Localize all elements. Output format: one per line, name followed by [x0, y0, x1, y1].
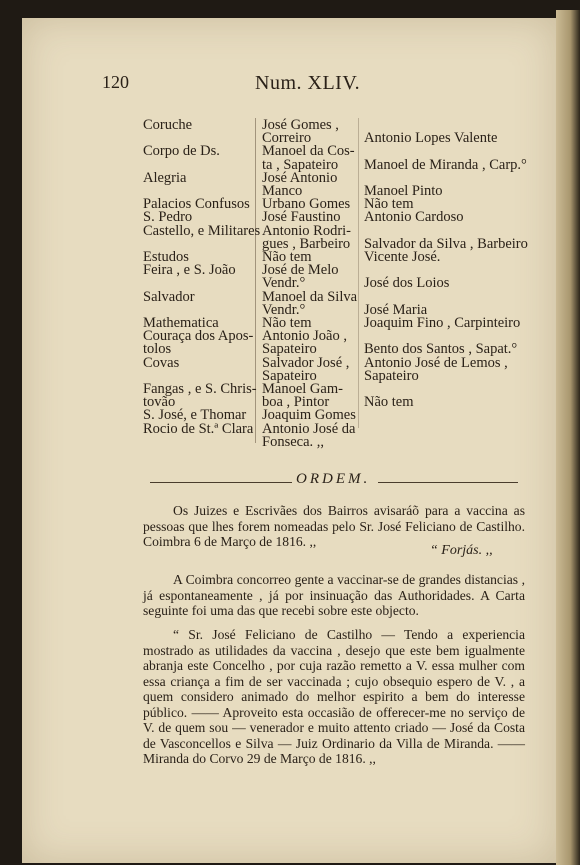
table-cell-sub: Bento dos Santos , Sapat.° — [364, 341, 518, 358]
table-cell-sub: José dos Loios — [364, 275, 450, 292]
order-signature: “ Forjás. ,, — [430, 543, 493, 558]
table-cell-name: Antonio Rodri- — [262, 222, 352, 239]
table-cell-sub: Antonio Lopes Valente — [364, 130, 498, 147]
order-paragraph: Os Juizes e Escrivães dos Bairros avisaráõ para a vaccina as pessoas que lhes forem nomeadas pelo Sr. José Feliciano de Castilho. Coimbra 6 de Março de 1816. ,, — [143, 503, 525, 549]
table-cell-place: Couraça dos Apos- — [143, 328, 254, 345]
table-cell-place: Coruche — [143, 117, 193, 133]
table-cell-name: Não tem — [262, 315, 312, 331]
table-cell-name: Não tem — [262, 249, 312, 265]
table-cell-name: Urbano Gomes — [262, 196, 351, 213]
table-cell-name: boa , Pintor — [262, 394, 330, 411]
ordem-rule-right — [378, 482, 518, 483]
issue-number: Num. XLIV. — [255, 72, 361, 94]
table-cell-place: Covas — [143, 354, 180, 371]
table-cell-place: Rocio de St.ª Clara — [143, 420, 254, 437]
table-cell-place: Mathematica — [143, 315, 219, 331]
column-rule-2 — [358, 118, 359, 428]
table-cell-name: Manoel Gam- — [262, 381, 343, 397]
table-cell-name: José de Melo — [262, 262, 339, 279]
table-cell-name: Manco — [262, 183, 303, 199]
table-cell-name: José Gomes , — [262, 117, 339, 133]
table-cell-place: Castello, e Militares — [143, 222, 261, 239]
table-cell-name: Antonio José da — [262, 420, 356, 437]
table-cell-sub: Manoel de Miranda , Carp.° — [364, 156, 527, 173]
table-cell-sub: Não tem — [364, 394, 414, 411]
table-cell-name: Manoel da Cos- — [262, 143, 355, 160]
ordem-rule-left — [150, 482, 292, 483]
table-cell-place: Salvador — [143, 288, 195, 305]
table-cell-sub: José Maria — [364, 301, 428, 318]
table-cell-place: tovão — [143, 394, 176, 411]
running-header — [0, 72, 580, 102]
table-cell-name: José Faustino — [262, 209, 341, 226]
table-cell-place: Corpo de Ds. — [143, 143, 220, 160]
table-cell-name: Sapateiro — [262, 341, 317, 358]
table-cell-name: Salvador José , — [262, 354, 350, 371]
table-cell-name: Sapateiro — [262, 367, 317, 384]
table-cell-place: tolos — [143, 341, 172, 358]
table-cell-sub: Sapateiro — [364, 367, 419, 384]
table-cell-sub: Antonio José de Lemos , — [364, 354, 508, 371]
table-cell-name: José Antonio — [262, 169, 338, 186]
table-cell-name: Joaquim Gomes — [262, 407, 356, 424]
table-cell-sub: Salvador da Silva , Barbeiro — [364, 235, 528, 252]
table-cell-sub: Vicente José. — [364, 249, 441, 265]
table-cell-sub: Antonio Cardoso — [364, 209, 464, 226]
table-cell-name: Correiro — [262, 130, 312, 147]
table-cell-name: Antonio João , — [262, 328, 347, 345]
table-cell-place: S. Pedro — [143, 209, 193, 226]
table-cell-sub: Manoel Pinto — [364, 183, 443, 199]
ordem-heading: ORDEM. — [296, 471, 371, 487]
table-cell-place: Estudos — [143, 249, 189, 265]
table-cell-name: Fonseca. ,, — [262, 433, 325, 450]
table-cell-name: Vendr.° — [262, 301, 306, 318]
table-cell-sub: Joaquim Fino , Carpinteiro — [364, 315, 521, 331]
table-cell-name: Manoel da Silva — [262, 288, 358, 305]
page-number: 120 — [102, 72, 129, 92]
table-cell-name: ta , Sapateiro — [262, 156, 339, 173]
news-paragraph: A Coimbra concorreo gente a vaccinar-se de grandes distancias , já espontaneamente , já por insinuação das Authoridades. A Carta seguinte foi uma das que recebi sobre este objecto. — [143, 572, 525, 618]
table-cell-place: S. José, e Thomar — [143, 407, 247, 424]
letter-paragraph: “ Sr. José Feliciano de Castilho — Tendo a experiencia mostrado as utilidades da vaccina , desejo que este bem igualmente abranja este Concelho , por cuja razão remetto a V. essa mulher com essa criança a fim de ser vaccinada ; cujo obsequio espero de V. , a quem considero animado do melhor espirito a bem do interesse público. —— Aproveito esta occasião de offerecer-me no serviço de V. de quem sou — venerador e muito attento criado — José da Costa de Vasconcellos e Silva — Juiz Ordinario da Villa de Miranda. —— Miranda do Corvo 29 de Março de 1816. ,, — [143, 627, 525, 766]
table-cell-name: gues , Barbeiro — [262, 235, 351, 252]
table-cell-sub: Não tem — [364, 196, 414, 213]
table-cell-place: Alegria — [143, 169, 187, 186]
page-edge — [556, 10, 580, 865]
table-cell-place: Palacios Confusos — [143, 196, 250, 213]
table-cell-name: Vendr.° — [262, 275, 306, 292]
table-cell-place: Feira , e S. João — [143, 262, 236, 279]
table-cell-place: Fangas , e S. Chris- — [143, 381, 257, 397]
